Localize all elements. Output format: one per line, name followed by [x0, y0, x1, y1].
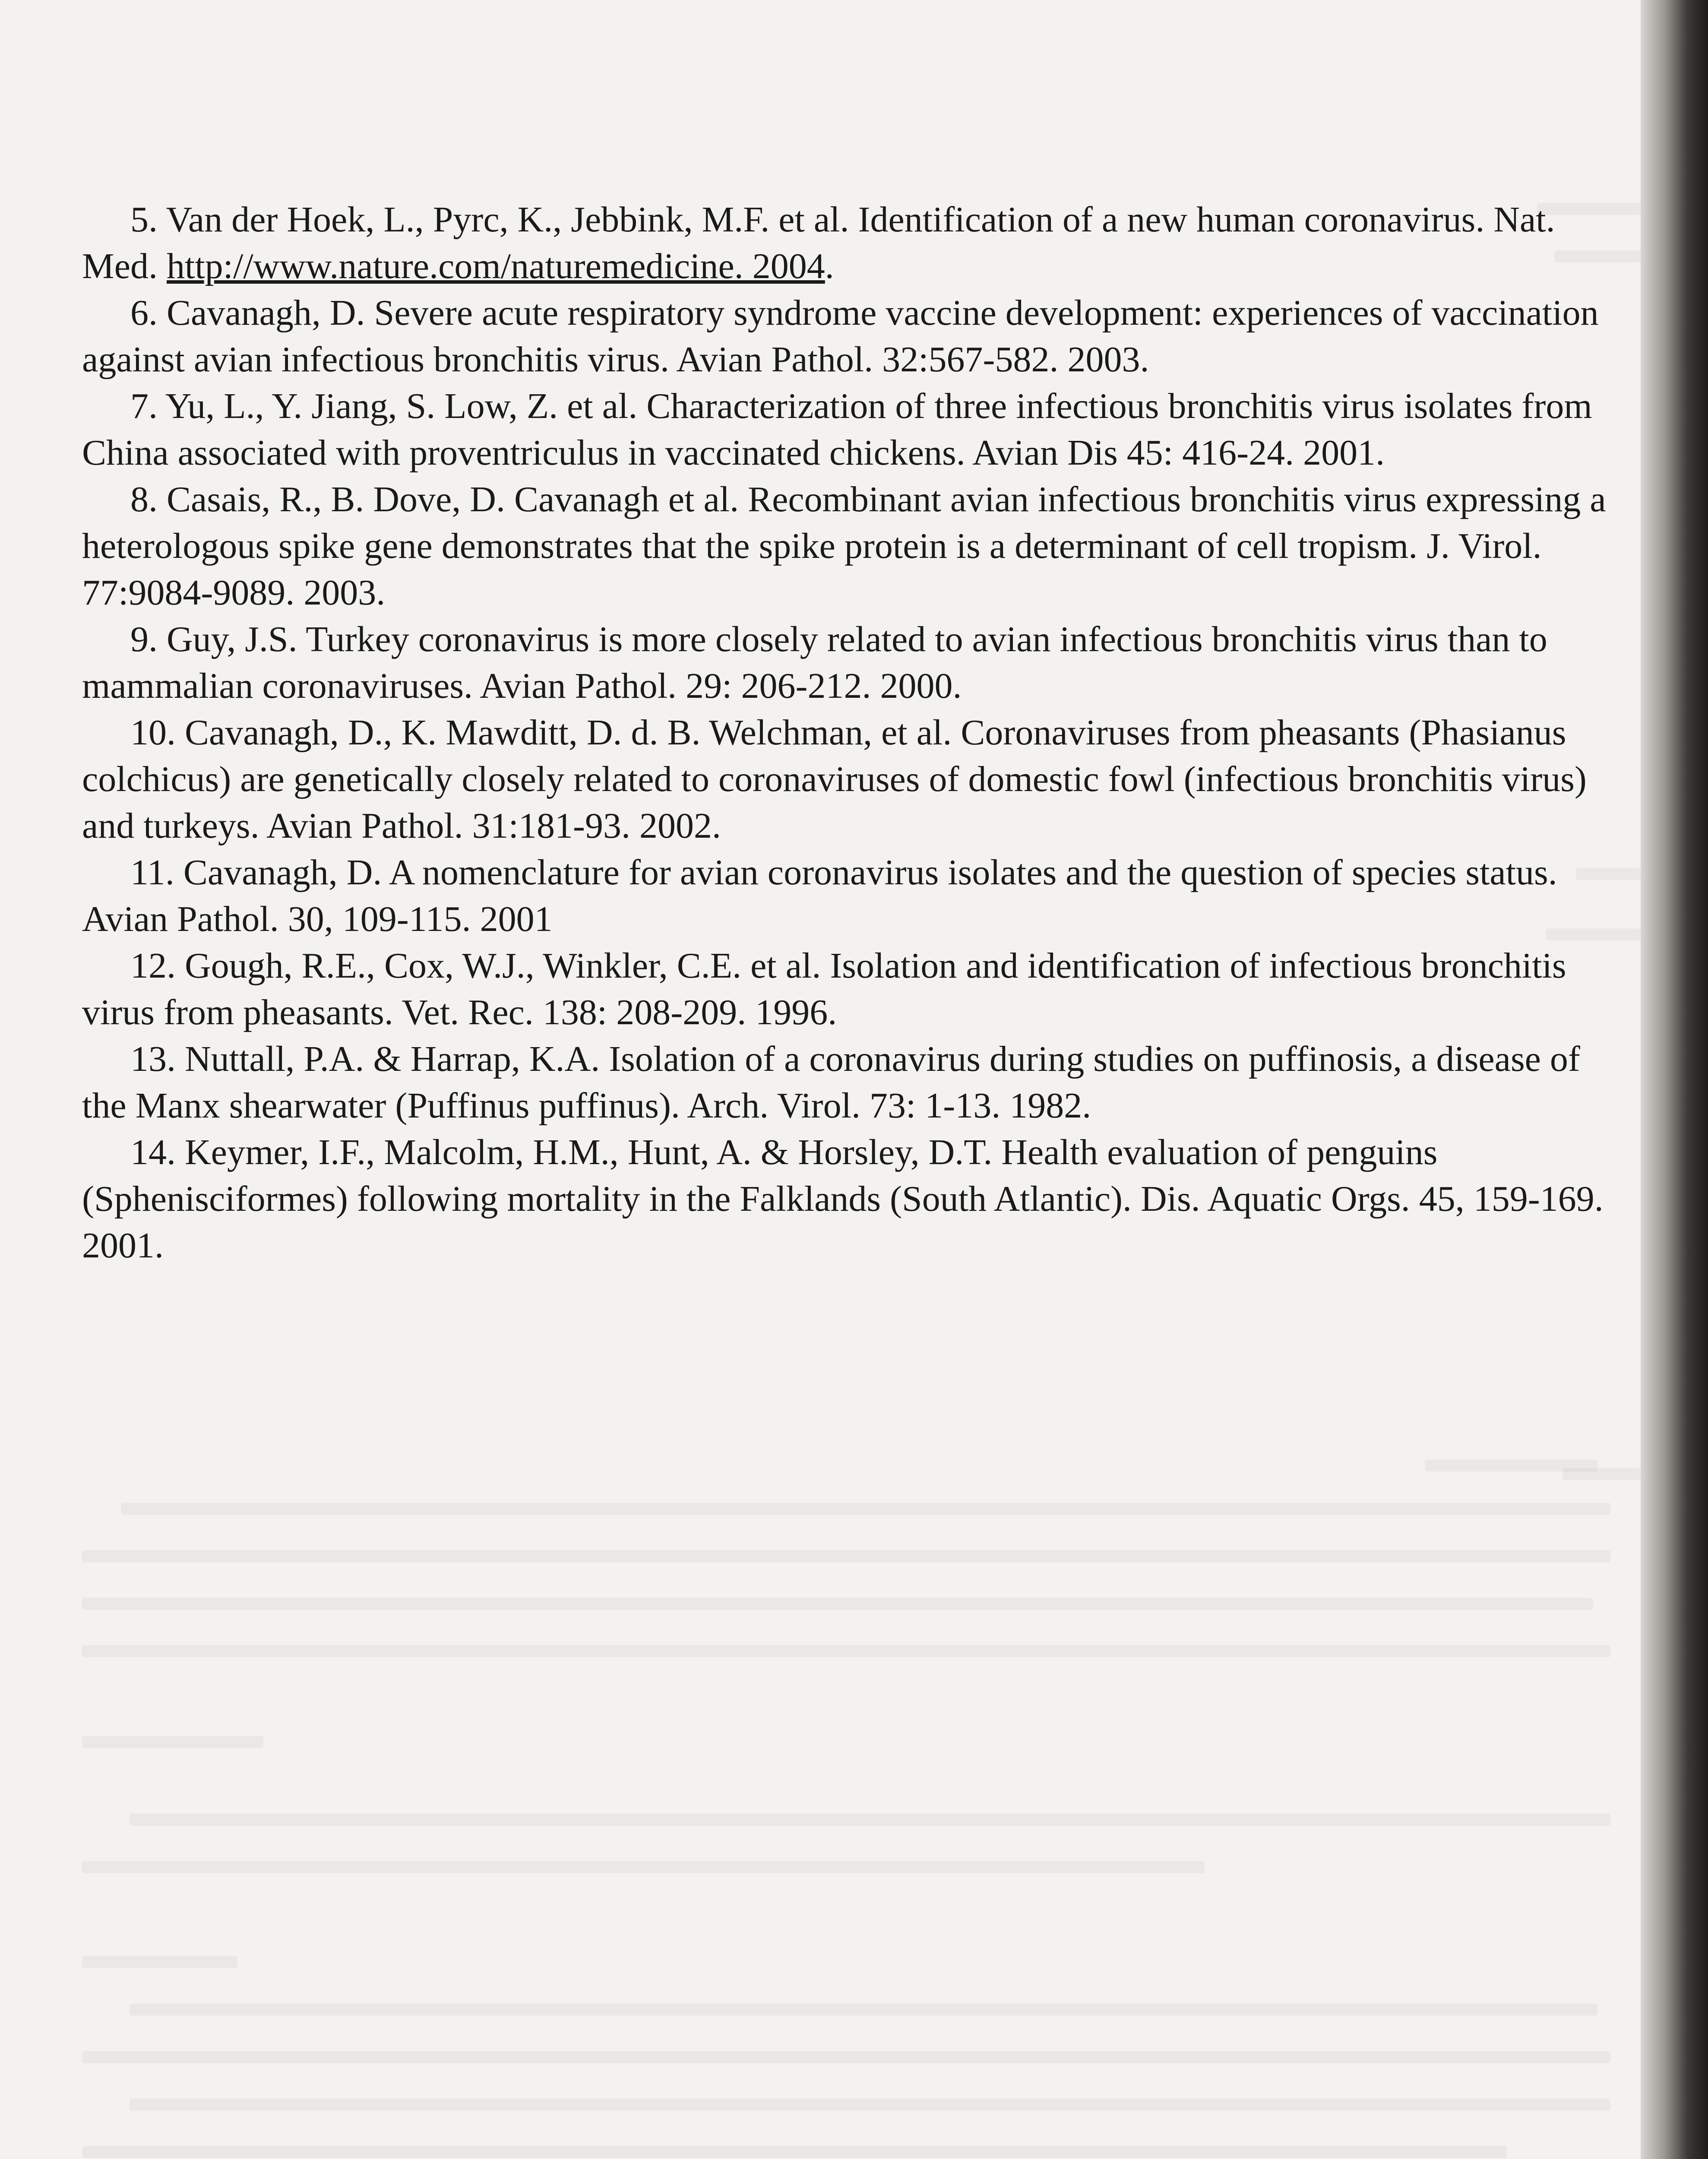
reference-item	[82, 616, 1619, 709]
reference-list	[82, 196, 1619, 1269]
reference-number: 6.	[130, 293, 158, 333]
reference-number: 9.	[130, 619, 158, 659]
reference-number: 10.	[130, 712, 176, 753]
reference-item	[82, 383, 1619, 476]
reference-item	[82, 849, 1619, 943]
reference-text: Gough, R.E., Cox, W.J., Winkler, C.E. et al. Isolation and identification of infectious bronchitis virus from pheasants. Vet. Rec. 138: 208-209. 1996.	[82, 946, 1566, 1032]
reference-number: 5.	[130, 199, 158, 240]
reference-item	[82, 709, 1619, 849]
reference-text: Casais, R., B. Dove, D. Cavanagh et al. Recombinant avian infectious bronchitis virus expressing a heterologous spike gene demonstrates that the spike protein is a determinant of cell tropism. J. Virol. 77:9084-9089. 2003.	[82, 479, 1606, 613]
reference-text: Keymer, I.F., Malcolm, H.M., Hunt, A. & Horsley, D.T. Health evaluation of penguins (Sphenisciformes) following mortality in the Falklands (South Atlantic). Dis. Aquatic Orgs. 45, 159-169. 2001.	[82, 1132, 1604, 1266]
reference-text-end: .	[825, 246, 834, 286]
reference-text: Cavanagh, D., K. Mawditt, D. d. B. Welchman, et al. Coronaviruses from pheasants (Phasianus colchicus) are genetically closely related to coronaviruses of domestic fowl (infectious bronchitis virus) and turkeys. Avian Pathol. 31:181-93. 2002.	[82, 712, 1587, 846]
reference-item	[82, 943, 1619, 1036]
reference-item	[82, 1036, 1619, 1129]
reference-text: Yu, L., Y. Jiang, S. Low, Z. et al. Characterization of three infectious bronchitis virus isolates from China associated with proventriculus in vaccinated chickens. Avian Dis 45: 416-24. 2001.	[82, 386, 1592, 473]
reference-link[interactable]: http://www.nature.com/naturemedicine. 2004	[166, 246, 825, 286]
reference-text: Cavanagh, D. Severe acute respiratory syndrome vaccine development: experiences of vaccination against avian infectious bronchitis virus. Avian Pathol. 32:567-582. 2003.	[82, 293, 1599, 380]
reference-number: 14.	[130, 1132, 176, 1172]
reference-number: 13.	[130, 1039, 176, 1079]
reference-number: 11.	[130, 852, 174, 893]
reference-text: Cavanagh, D. A nomenclature for avian coronavirus isolates and the question of species status. Avian Pathol. 30, 109-115. 2001	[82, 852, 1557, 939]
reference-number: 8.	[130, 479, 158, 519]
binding-edge-shadow	[1641, 0, 1708, 2159]
reference-text: Nuttall, P.A. & Harrap, K.A. Isolation of a coronavirus during studies on puffinosis, a disease of the Manx shearwater (Puffinus puffinus). Arch. Virol. 73: 1-13. 1982.	[82, 1039, 1580, 1126]
reference-item	[82, 1129, 1619, 1269]
reference-number: 7.	[130, 386, 158, 426]
reference-text: Van der Hoek, L., Pyrc, K., Jebbink, M.F. et al. Identification of a new human coronavirus. Nat. Med.	[82, 199, 1555, 286]
reference-text: Guy, J.S. Turkey coronavirus is more closely related to avian infectious bronchitis virus than to mammalian coronaviruses. Avian Pathol. 29: 206-212. 2000.	[82, 619, 1547, 706]
reference-item	[82, 476, 1619, 616]
reference-item	[82, 290, 1619, 383]
reference-number: 12.	[130, 946, 176, 986]
reference-item	[82, 196, 1619, 290]
